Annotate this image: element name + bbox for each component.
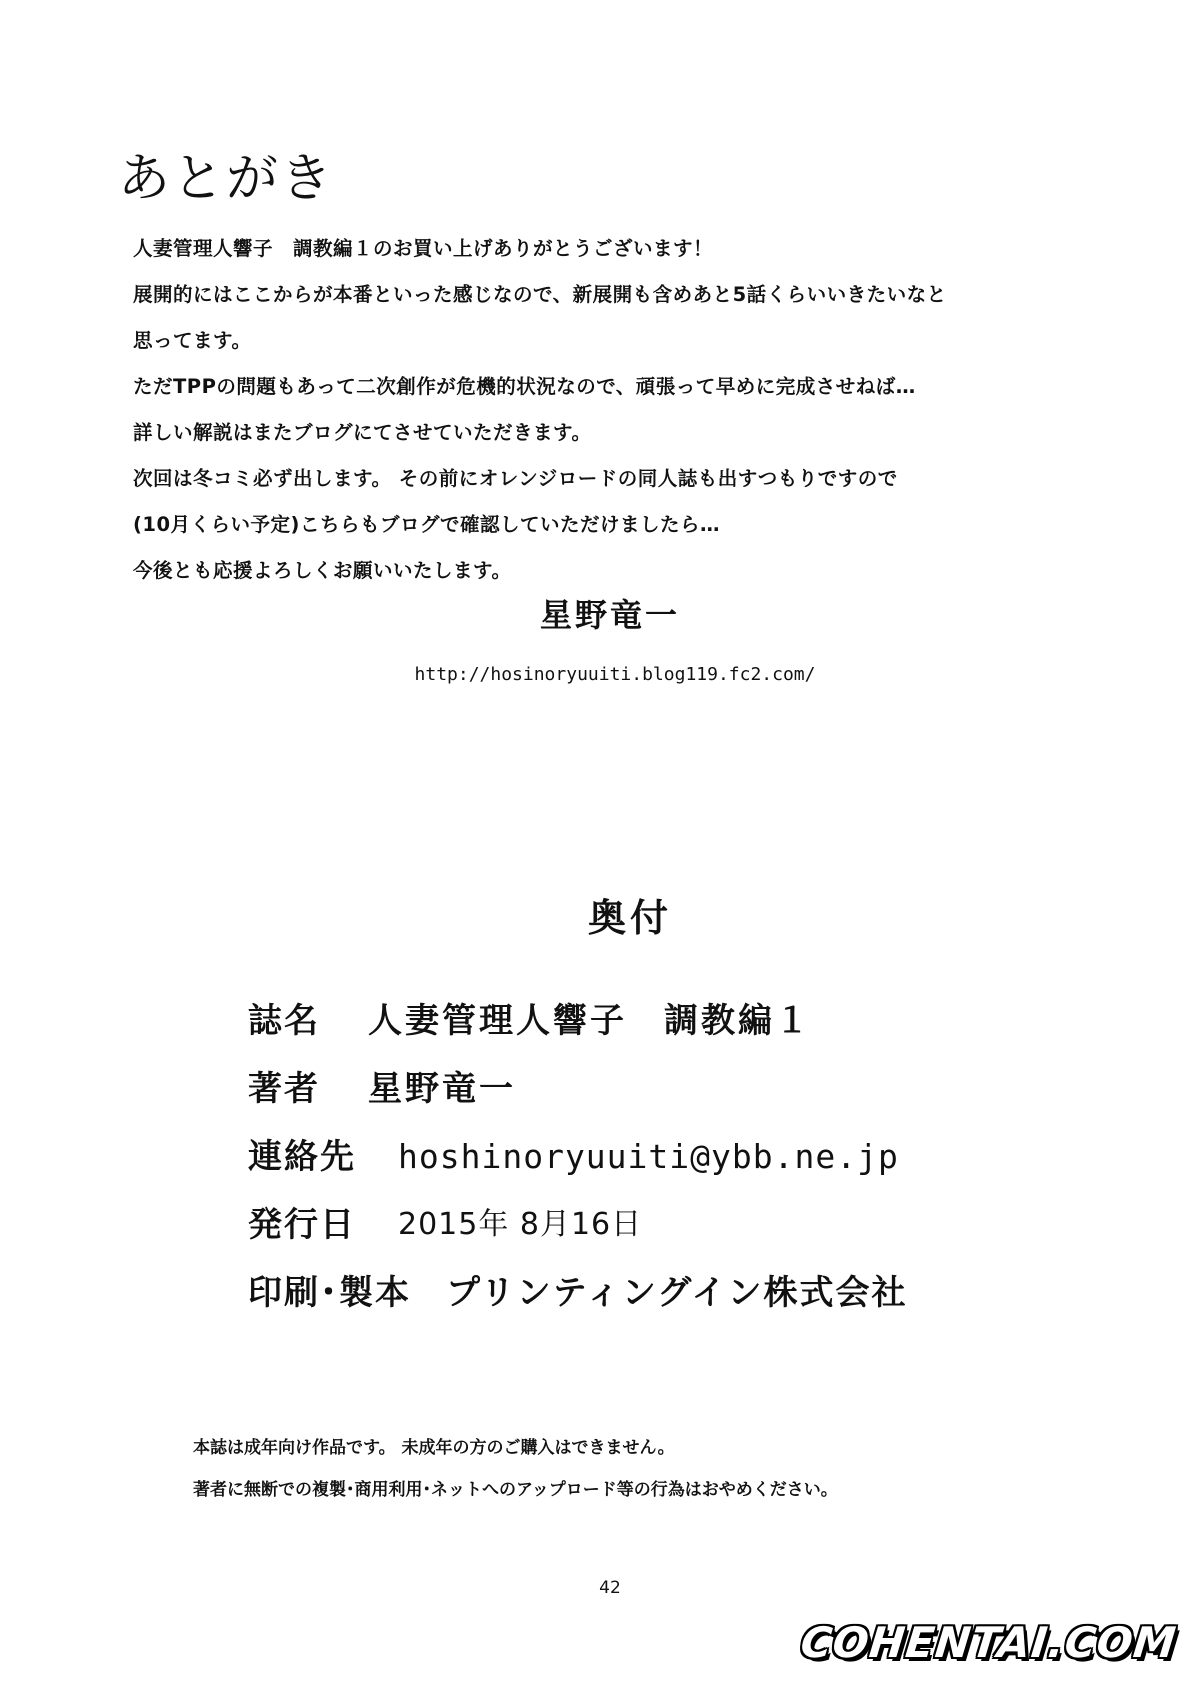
- afterword-line: ただTPPの問題もあって二次創作が危機的状況なので、頑張って早めに完成させねば…: [133, 375, 916, 398]
- colophon-value: hoshinoryuuiti@ybb.ne.jp: [398, 1137, 899, 1176]
- afterword-line: 展開的にはここからが本番といった感じなので、新展開も含めあと5話くらいいきたいなと: [133, 283, 947, 306]
- afterword-body: [133, 226, 1113, 594]
- colophon-value: プリンティングイン株式会社: [446, 1273, 908, 1313]
- colophon-value: 星野竜一: [368, 1069, 516, 1109]
- colophon-row-contact: [248, 1133, 908, 1201]
- afterword-line: 次回は冬コミ必ず出します。 その前にオレンジロードの同人誌も出すつもりですので: [133, 467, 898, 490]
- colophon-row-printer: [248, 1269, 908, 1337]
- colophon-table: [248, 997, 908, 1337]
- colophon-row-title: [248, 997, 908, 1065]
- colophon-value: 人妻管理人響子 調教編１: [368, 1001, 812, 1041]
- blog-url: http://hosinoryuuiti.blog119.fc2.com/: [414, 664, 816, 685]
- colophon-row-author: [248, 1065, 908, 1133]
- colophon-label: 発行日: [248, 1205, 356, 1245]
- afterword-line: (10月くらい予定)こちらもブログで確認していただけましたら…: [133, 513, 720, 536]
- colophon-label: 連絡先: [248, 1137, 356, 1177]
- colophon-label: 印刷･製本: [248, 1273, 411, 1313]
- afterword-line: 思ってます。: [133, 329, 252, 352]
- page-number: 42: [599, 1578, 621, 1598]
- site-watermark: COHENTAI.COM: [798, 1618, 1179, 1667]
- colophon-row-date: [248, 1201, 908, 1269]
- notice-line: 著者に無断での複製･商用利用･ネットへのアップロード等の行為はおやめください。: [193, 1480, 838, 1500]
- afterword-title: あとがき: [118, 148, 335, 209]
- afterword-line: 今後とも応援よろしくお願いいたします。: [133, 559, 512, 582]
- legal-notice: [193, 1427, 838, 1511]
- colophon-value: 2015年 8月16日: [398, 1207, 643, 1242]
- colophon-title: 奥付: [587, 895, 672, 940]
- colophon-label: 誌名: [248, 1001, 320, 1041]
- colophon-label: 著者: [248, 1069, 320, 1109]
- afterword-line: 人妻管理人響子 調教編１のお買い上げありがとうございます！: [133, 237, 714, 260]
- author-signature: 星野竜一: [539, 596, 680, 634]
- notice-line: 本誌は成年向け作品です。 未成年の方のご購入はできません。: [193, 1438, 675, 1458]
- afterword-line: 詳しい解説はまたブログにてさせていただきます。: [133, 421, 592, 444]
